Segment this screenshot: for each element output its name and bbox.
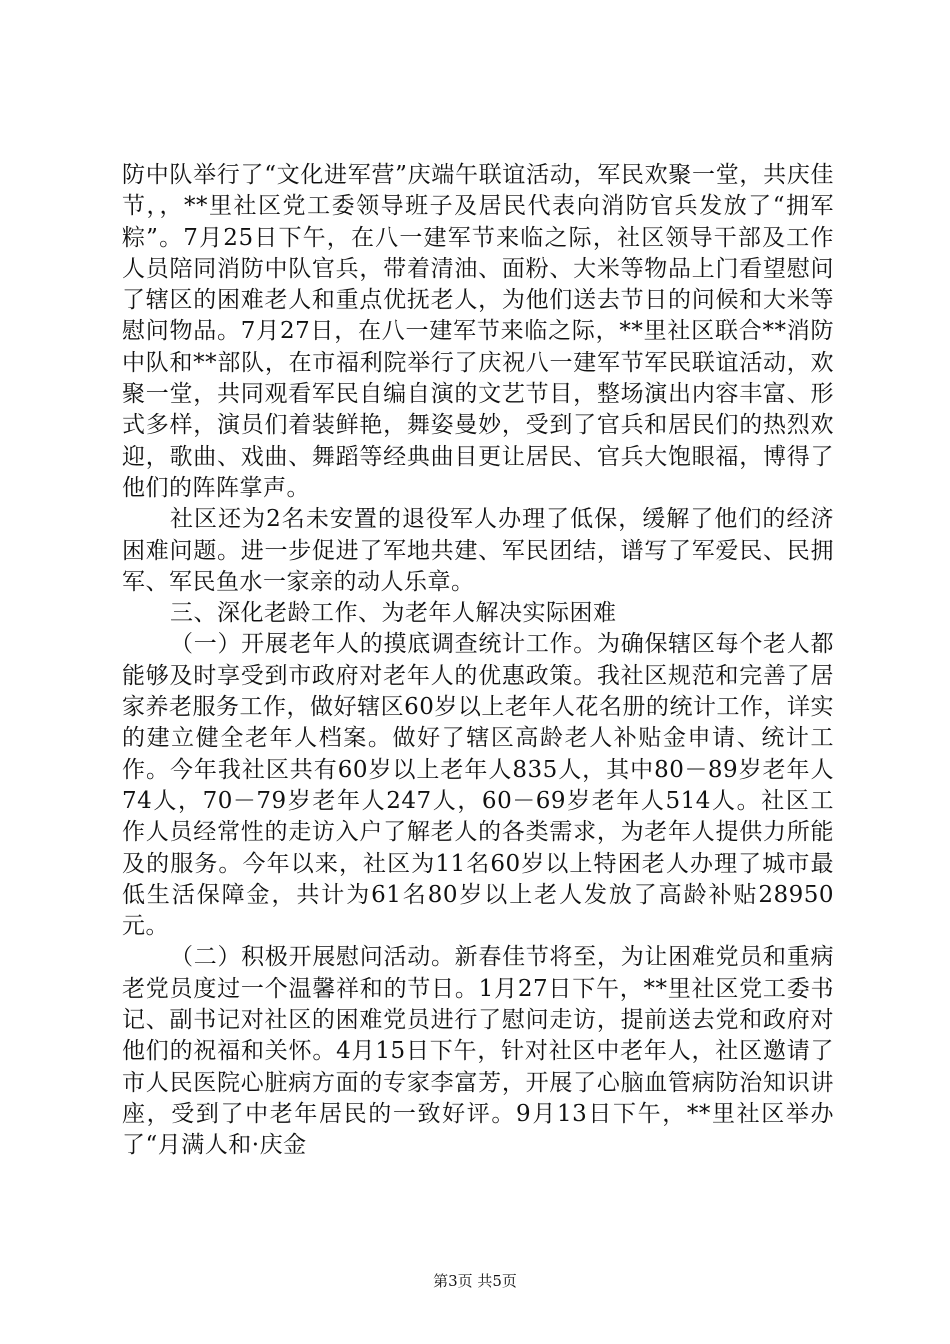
paragraph-elderly-survey: （一）开展老年人的摸底调查统计工作。为确保辖区每个老人都能够及时享受到市政府对老年人的优惠政策。我社区规范和完善了居家养老服务工作，做好辖区60岁以上老年人花名册的统计工作，详实的建立健全老年人档案。做好了辖区高龄老人补贴金申请、统计工作。今年我社区共有60岁以上老年人835人，其中80－89岁老年人74人，70－79岁老年人247人，60－69岁老年人514人。社区工作人员经常性的走访入户了解老人的各类需求，为老年人提供力所能及的服务。今年以来，社区为11名60岁以上特困老人办理了城市最低生活保障金，共计为61名80岁以上老人发放了高龄补贴28950元。 xyxy=(122,631,834,940)
page-number-footer: 第3页 共5页 xyxy=(433,1272,517,1290)
document-body xyxy=(122,160,834,1162)
section-heading-elderly-work: 三、深化老龄工作、为老年人解决实际困难 xyxy=(170,600,617,627)
paragraph-military-activities: 防中队举行了“文化进军营”庆端午联谊活动，军民欢聚一堂，共庆佳节，，**里社区党工委领导班子及居民代表向消防官兵发放了“拥军粽”。7月25日下午，在八一建军节来临之际，社区领导干部及工作人员陪同消防中队官兵，带着清油、面粉、大米等物品上门看望慰问了辖区的困难老人和重点优抚老人，为他们送去节日的问候和大米等慰问物品。7月27日，在八一建军节来临之际，**里社区联合**消防中队和**部队，在市福利院举行了庆祝八一建军节军民联谊活动，欢聚一堂，共同观看军民自编自演的文艺节目，整场演出内容丰富、形式多样，演员们着装鲜艳，舞姿曼妙，受到了官兵和居民们的热烈欢迎，歌曲、戏曲、舞蹈等经典曲目更让居民、官兵大饱眼福，博得了他们的阵阵掌声。 xyxy=(122,162,834,501)
paragraph-veterans-subsidy: 社区还为2名未安置的退役军人办理了低保，缓解了他们的经济困难问题。进一步促进了军地共建、军民团结，谱写了军爱民、民拥军、军民鱼水一家亲的动人乐章。 xyxy=(122,506,834,595)
paragraph-condolence-activities: （二）积极开展慰问活动。新春佳节将至，为让困难党员和重病老党员度过一个温馨祥和的节日。1月27日下午，**里社区党工委书记、副书记对社区的困难党员进行了慰问走访，提前送去党和政府对他们的祝福和关怀。4月15日下午，针对社区中老年人，社区邀请了市人民医院心脏病方面的专家李富芳，开展了心脑血管病防治知识讲座，受到了中老年居民的一致好评。9月13日下午，**里社区举办了“月满人和·庆金 xyxy=(122,944,834,1159)
